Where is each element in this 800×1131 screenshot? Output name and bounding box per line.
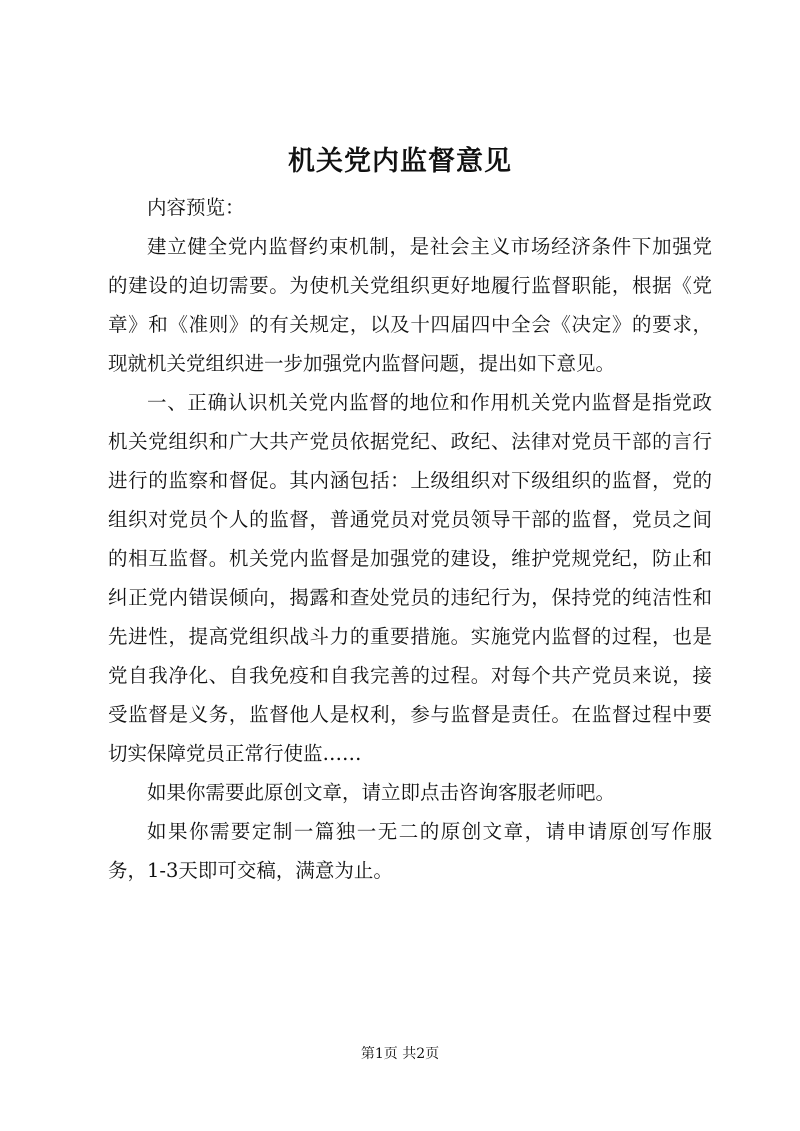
preview-label: 内容预览： [147, 196, 245, 219]
intro-paragraph: 建立健全党内监督约束机制，是社会主义市场经济条件下加强党的建设的迫切需要。为使机关党组织更好地履行监督职能，根据《党章》和《准则》的有关规定，以及十四届四中全会《决定》的要求，现就机关党组织进一步加强党内监督问题，提出如下意见。 [108, 235, 712, 375]
consult-notice: 如果你需要此原创文章，请立即点击咨询客服老师吧。 [147, 781, 616, 804]
page-number-footer: 第1页 共2页 [360, 1046, 440, 1062]
custom-writing-notice: 如果你需要定制一篇独一无二的原创文章，请申请原创写作服务，1-3天即可交稿，满意为止。 [108, 820, 712, 882]
document-body [108, 188, 712, 890]
section-one-paragraph: 一、正确认识机关党内监督的地位和作用机关党内监督是指党政机关党组织和广大共产党员依据党纪、政纪、法律对党员干部的言行进行的监察和督促。其内涵包括：上级组织对下级组织的监督，党的组织对党员个人的监督，普通党员对党员领导干部的监督，党员之间的相互监督。机关党内监督是加强党的建设，维护党规党纪，防止和纠正党内错误倾向，揭露和查处党员的违纪行为，保持党的纯洁性和先进性，提高党组织战斗力的重要措施。实施党内监督的过程，也是党自我净化、自我免疫和自我完善的过程。对每个共产党员来说，接受监督是义务，监督他人是权利，参与监督是责任。在监督过程中要切实保障党员正常行使监…… [108, 391, 712, 765]
document-title: 机关党内监督意见 [288, 146, 512, 177]
